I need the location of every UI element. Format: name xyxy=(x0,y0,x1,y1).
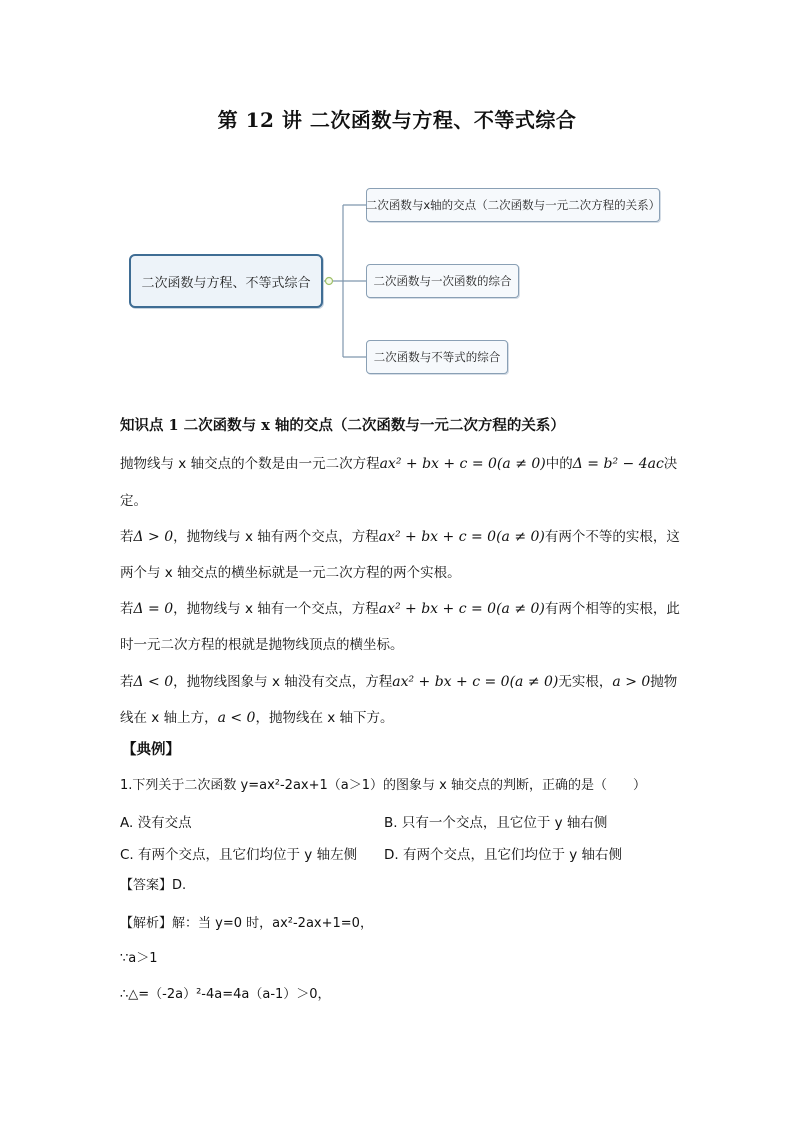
text-run: 若 xyxy=(120,674,134,690)
paragraph-case-positive-cont: 两个与 x 轴交点的横坐标就是一元二次方程的两个实根。 xyxy=(120,565,461,581)
delta-formula: Δ = b² − 4ac xyxy=(572,456,664,472)
paragraph-intro xyxy=(120,452,677,472)
text-run: ，抛物线图象与 x 轴没有交点，方程 xyxy=(173,674,393,690)
text-run: 中的 xyxy=(545,456,573,472)
option-a: A. 没有交点 xyxy=(120,815,192,831)
mindmap-branch-linear-function: 二次函数与一次函数的综合 xyxy=(366,264,519,298)
equation: ax² + bx + c = 0(a ≠ 0) xyxy=(379,456,546,472)
example-heading: 【典例】 xyxy=(122,742,180,758)
text-run: 决 xyxy=(663,456,678,472)
text-run: 有两个相等的实根，此 xyxy=(544,601,680,617)
equation: ax² + bx + c = 0(a ≠ 0) xyxy=(378,601,545,617)
condition: Δ = 0 xyxy=(133,601,174,617)
analysis-text: 【解析】解：当 y=0 时，ax²-2ax+1=0， xyxy=(120,916,373,931)
text-run: 若 xyxy=(120,529,134,545)
text-run: 有两个不等的实根，这 xyxy=(544,529,680,545)
answer-text: 【答案】D. xyxy=(120,878,187,893)
condition: a > 0 xyxy=(612,674,651,690)
condition: Δ < 0 xyxy=(133,674,174,690)
condition: Δ > 0 xyxy=(133,529,174,545)
text-run: ，抛物线与 x 轴有两个交点，方程 xyxy=(173,529,379,545)
paragraph-intro-end: 定。 xyxy=(120,493,147,509)
paragraph-case-negative xyxy=(120,670,677,690)
option-d: D. 有两个交点，且它们均位于 y 轴右侧 xyxy=(384,847,623,863)
text-run: 若 xyxy=(120,601,134,617)
mindmap-branch-x-axis-intersection: 二次函数与x轴的交点（二次函数与一元二次方程的关系） xyxy=(366,188,660,222)
question-text: 1.下列关于二次函数 y=ax²-2ax+1（a＞1）的图象与 x 轴交点的判断，正确的是（ ） xyxy=(120,778,646,793)
condition: a < 0 xyxy=(217,710,256,726)
text-run: ，抛物线在 x 轴下方。 xyxy=(255,710,394,726)
paragraph-case-positive xyxy=(120,525,680,545)
text-run: 抛物 xyxy=(650,674,678,690)
option-c: C. 有两个交点，且它们均位于 y 轴左侧 xyxy=(120,847,358,863)
analysis-step-1: ∵a＞1 xyxy=(120,951,158,966)
paragraph-case-zero xyxy=(120,597,680,617)
analysis-step-2: ∴△=（-2a）²-4a=4a（a-1）＞0， xyxy=(120,987,331,1002)
option-b: B. 只有一个交点，且它位于 y 轴右侧 xyxy=(384,815,608,831)
equation: ax² + bx + c = 0(a ≠ 0) xyxy=(392,674,559,690)
mindmap-branch-inequality: 二次函数与不等式的综合 xyxy=(366,340,508,374)
mindmap-root-node: 二次函数与方程、不等式综合 xyxy=(129,254,323,308)
text-run: 线在 x 轴上方， xyxy=(120,710,218,726)
text-run: 抛物线与 x 轴交点的个数是由一元二次方程 xyxy=(120,456,380,472)
paragraph-case-negative-cont xyxy=(120,706,394,726)
page-title: 第 12 讲 二次函数与方程、不等式综合 xyxy=(217,108,577,132)
equation: ax² + bx + c = 0(a ≠ 0) xyxy=(378,529,545,545)
section-heading: 知识点 1 二次函数与 x 轴的交点（二次函数与一元二次方程的关系） xyxy=(120,417,565,434)
paragraph-case-zero-cont: 时一元二次方程的根就是抛物线顶点的横坐标。 xyxy=(120,637,404,653)
text-run: 无实根， xyxy=(558,674,613,690)
text-run: ，抛物线与 x 轴有一个交点，方程 xyxy=(173,601,379,617)
